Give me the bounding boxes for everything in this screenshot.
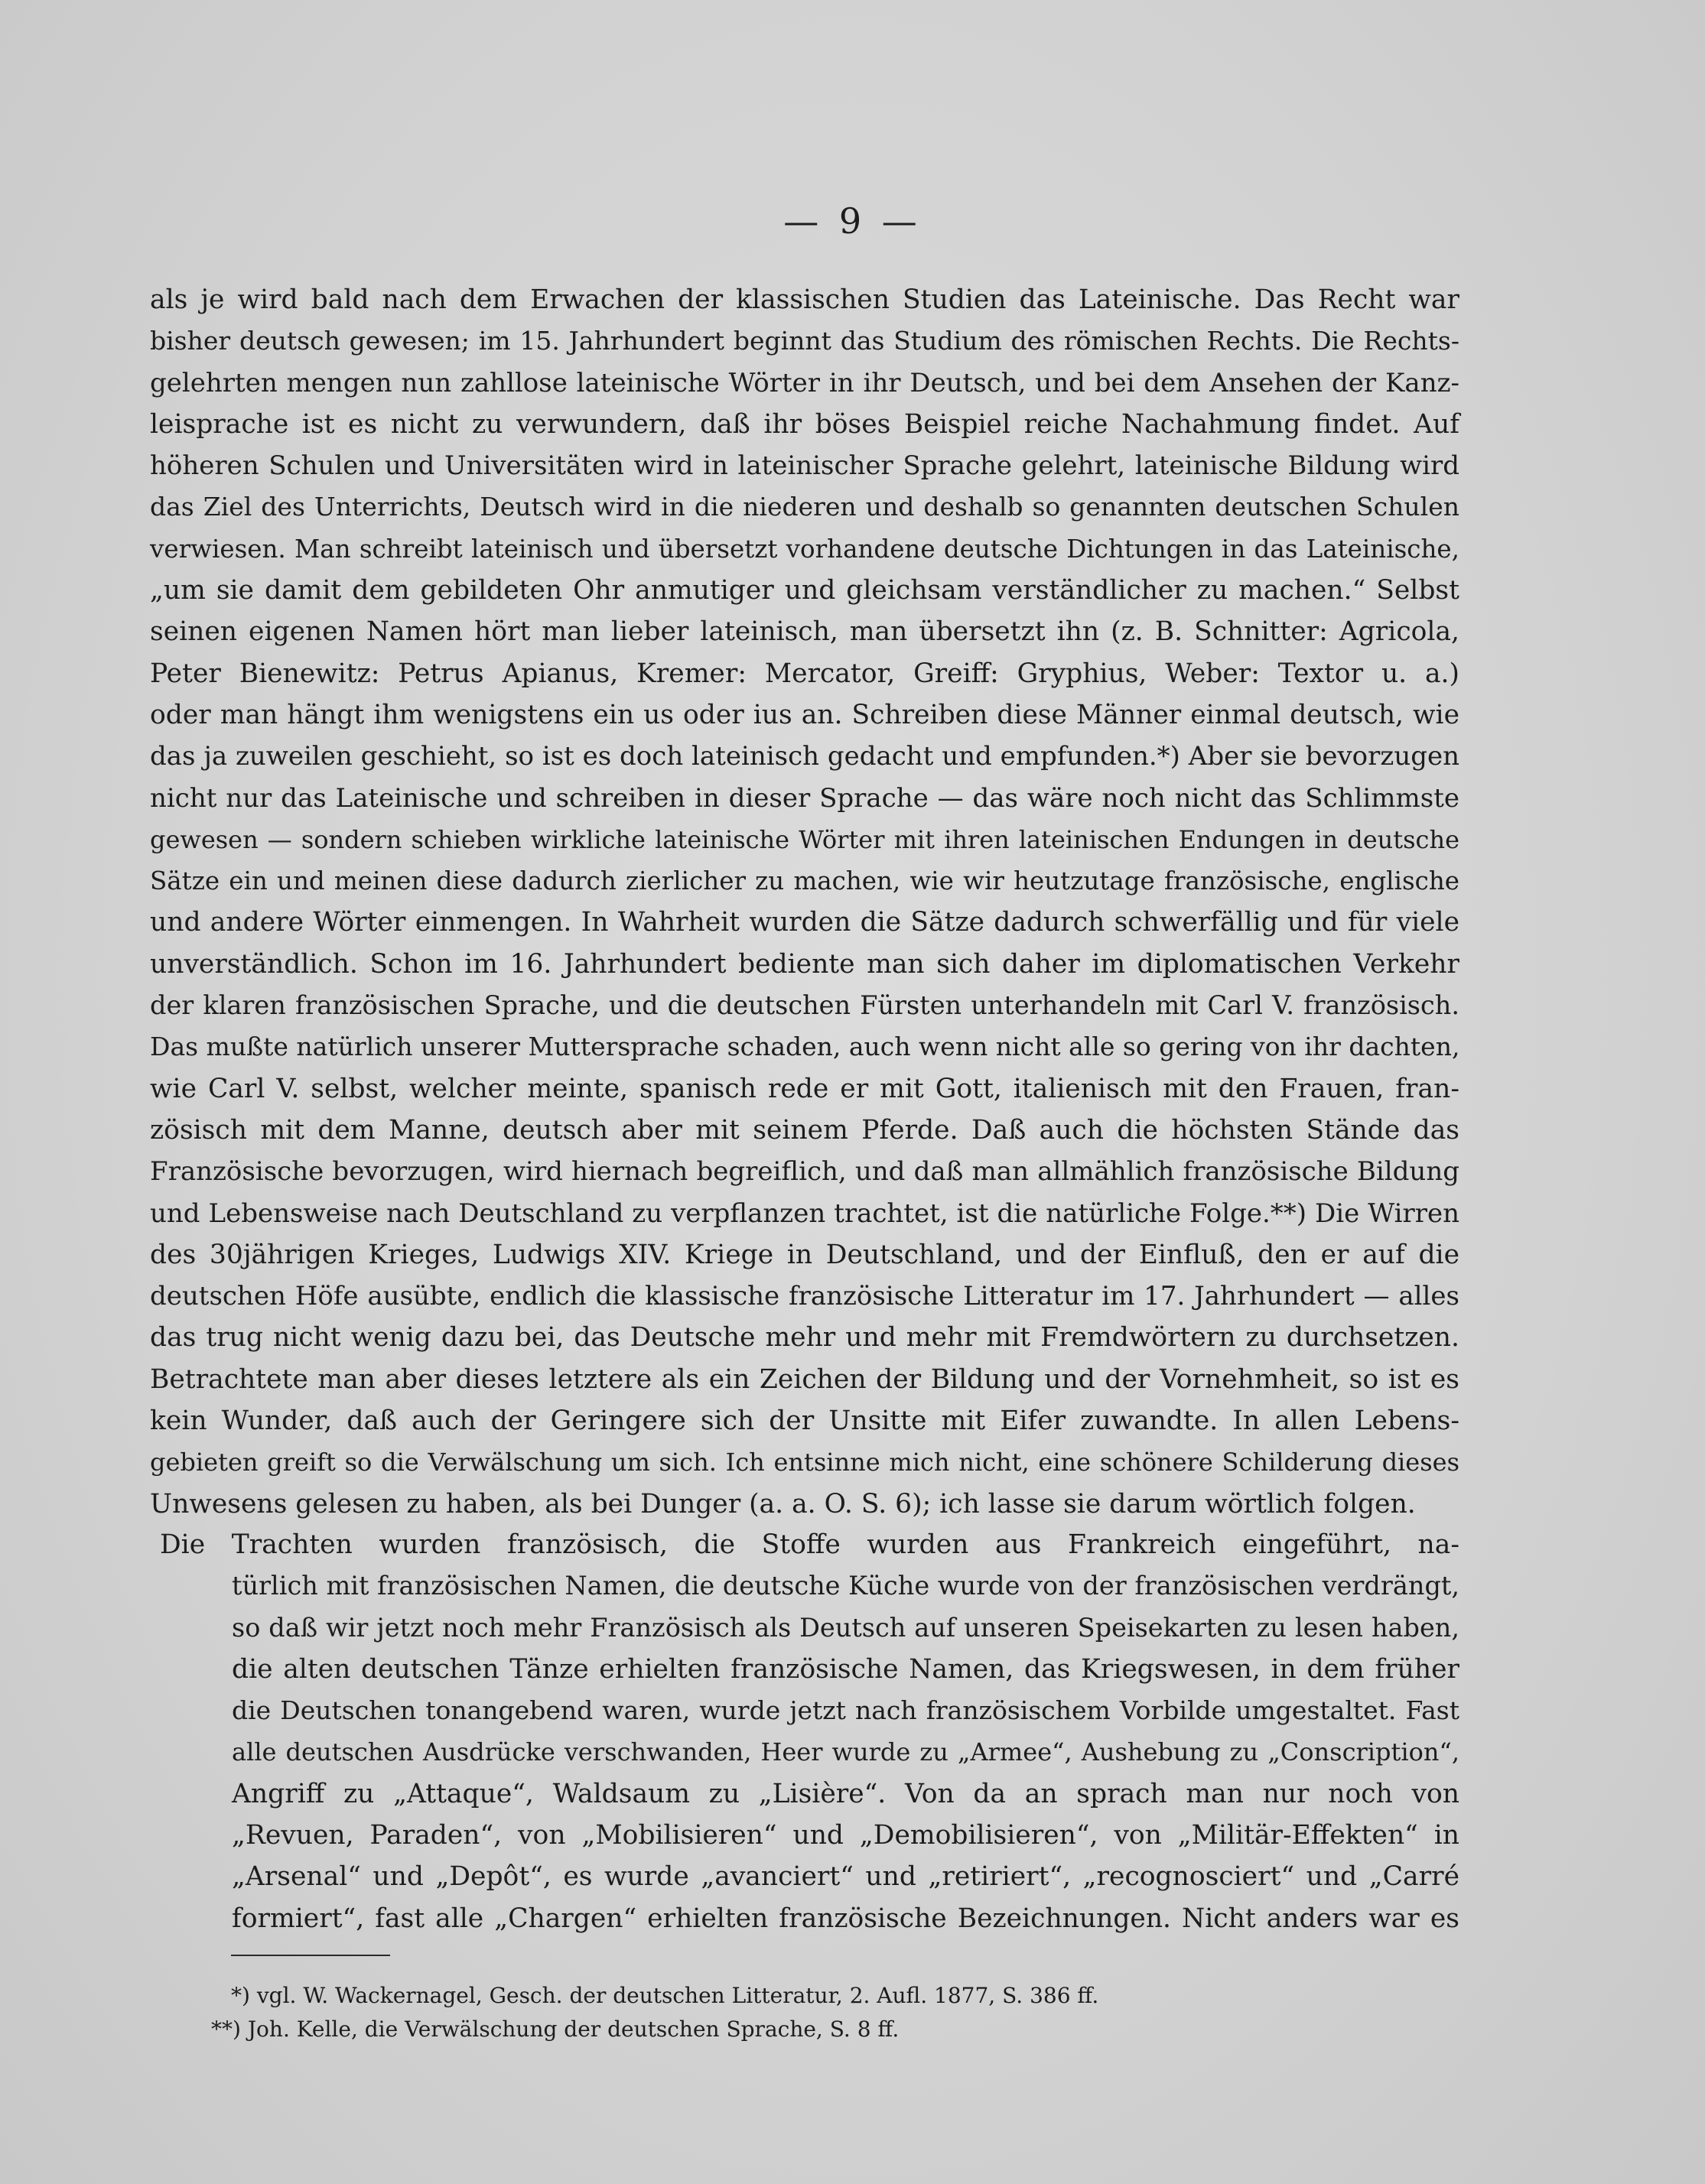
text-line: kein Wunder, daß auch der Geringere sich der Unsitte mit Eifer zuwandte. In allen Lebens- — [150, 1406, 1459, 1437]
text-line: nicht nur das Lateinische und schreiben in dieser Sprache — das wäre noch nicht das Schlimmste — [150, 782, 1459, 814]
quoted-passage — [160, 1524, 1459, 1939]
text-line: leisprache ist es nicht zu verwundern, daß ihr böses Beispiel reiche Nachahmung findet. Auf — [150, 408, 1459, 440]
page-number: — 9 — — [783, 200, 922, 242]
footnote: **) Joh. Kelle, die Verwälschung der deutschen Sprache, S. 8 ff. — [211, 2017, 900, 2042]
text-line: gelehrten mengen nun zahllose lateinische Wörter in ihr Deutsch, und bei dem Ansehen der Kanz- — [150, 367, 1459, 398]
text-line: Französische bevorzugen, wird hiernach begreiflich, und daß man allmählich französische Bildung — [150, 1156, 1459, 1188]
text-line: zösisch mit dem Manne, deutsch aber mit seinem Pferde. Daß auch die höchsten Stände das — [150, 1114, 1459, 1146]
text-line: und andere Wörter einmengen. In Wahrheit wurden die Sätze dadurch schwerfällig und für viele — [150, 907, 1459, 938]
text-line: verwiesen. Man schreibt lateinisch und übersetzt vorhandene deutsche Dichtungen in das Lateinische, — [150, 534, 1459, 564]
footnote-divider — [231, 1955, 390, 1956]
quote-line: türlich mit französischen Namen, die deutsche Küche wurde von der französischen verdrängt, — [232, 1571, 1459, 1601]
text-line: gebieten greift so die Verwälschung um sich. Ich entsinne mich nicht, eine schönere Schilderung dieses — [150, 1448, 1459, 1477]
text-line: Das mußte natürlich unserer Muttersprache schaden, auch wenn nicht alle so gering von ihr dachten, — [150, 1032, 1460, 1062]
quote-line: „Revuen, Paraden“, von „Mobilisieren“ und „Demobilisieren“, von „Militär-Effekten“ in — [232, 1820, 1459, 1851]
text-line: unverständlich. Schon im 16. Jahrhundert bediente man sich daher im diplomatischen Verkehr — [150, 948, 1459, 980]
text-line: der klaren französischen Sprache, und die deutschen Fürsten unterhandeln mit Carl V. französisch. — [150, 990, 1459, 1021]
quote-line: die alten deutschen Tänze erhielten französische Namen, das Kriegswesen, in dem früher — [232, 1653, 1459, 1685]
text-line: das Ziel des Unterrichts, Deutsch wird in die niederen und deshalb so genannten deutschen Schulen — [150, 492, 1459, 522]
main-paragraph — [150, 279, 1459, 1525]
text-line: oder man hängt ihm wenigstens ein us oder ius an. Schreiben diese Männer einmal deutsch, wie — [150, 699, 1459, 730]
quote-line: formiert“, fast alle „Chargen“ erhielten französische Bezeichnungen. Nicht anders war es — [232, 1903, 1459, 1934]
footnotes — [211, 1979, 1340, 2046]
text-line: als je wird bald nach dem Erwachen der klassischen Studien das Lateinische. Das Recht war — [150, 284, 1459, 315]
text-line: deutschen Höfe ausübte, endlich die klassische französische Litteratur im 17. Jahrhundert — alles — [150, 1281, 1459, 1312]
text-line: gewesen — sondern schieben wirkliche lateinische Wörter mit ihren lateinischen Endungen in deutsche — [150, 824, 1459, 854]
quote-line: alle deutschen Ausdrücke verschwanden, Heer wurde zu „Armee“, Aushebung zu „Conscription“, — [232, 1737, 1459, 1767]
text-line: Betrachtete man aber dieses letztere als ein Zeichen der Bildung und der Vornehmheit, so ist es — [150, 1363, 1459, 1395]
footnote: *) vgl. W. Wackernagel, Gesch. der deutschen Litteratur, 2. Aufl. 1877, S. 386 ff. — [231, 1983, 1099, 2008]
text-line: höheren Schulen und Universitäten wird in lateinischer Sprache gelehrt, lateinische Bildung wird — [150, 450, 1459, 482]
text-line: das trug nicht wenig dazu bei, das Deutsche mehr und mehr mit Fremdwörtern zu durchsetzen. — [150, 1322, 1459, 1354]
text-line: wie Carl V. selbst, welcher meinte, spanisch rede er mit Gott, italienisch mit den Frauen, fran- — [150, 1073, 1459, 1104]
text-line: Peter Bienewitz: Petrus Apianus, Kremer: Mercator, Greiff: Gryphius, Weber: Textor u. a.) — [150, 658, 1459, 689]
text-line: Unwesens gelesen zu haben, als bei Dunger (a. a. O. S. 6); ich lasse sie darum wörtlich folgen. — [150, 1488, 1416, 1519]
text-line: seinen eigenen Namen hört man lieber lateinisch, man übersetzt ihn (z. B. Schnitter: Agricola, — [150, 616, 1459, 648]
text-line: das ja zuweilen geschieht, so ist es doch lateinisch gedacht und empfunden.*) Aber sie bevorzugen — [150, 741, 1459, 772]
text-line: des 30jährigen Krieges, Ludwigs XIV. Kriege in Deutschland, und der Einfluß, den er auf die — [150, 1239, 1459, 1270]
text-line: „um sie damit dem gebildeten Ohr anmutiger und gleichsam verständlicher zu machen.“ Selbst — [150, 575, 1459, 606]
quote-line: „Arsenal“ und „Depôt“, es wurde „avanciert“ und „retiriert“, „recognosciert“ und „Carré — [232, 1861, 1459, 1893]
quote-line: die Deutschen tonangebend waren, wurde jetzt nach französischem Vorbilde umgestaltet. Fast — [232, 1695, 1459, 1726]
text-line: und Lebensweise nach Deutschland zu verpflanzen trachtet, ist die natürliche Folge.**) Die Wirren — [150, 1198, 1459, 1229]
quote-line: Die Trachten wurden französisch, die Stoffe wurden aus Frankreich eingeführt, na- — [160, 1529, 1459, 1560]
text-line: bisher deutsch gewesen; im 15. Jahrhundert beginnt das Studium des römischen Rechts. Die Rechts- — [150, 326, 1459, 356]
quote-line: Angriff zu „Attaque“, Waldsaum zu „Lisière“. Von da an sprach man nur noch von — [232, 1778, 1459, 1809]
text-line: Sätze ein und meinen diese dadurch zierlicher zu machen, wie wir heutzutage französische, englische — [150, 866, 1459, 896]
quote-line: so daß wir jetzt noch mehr Französisch als Deutsch auf unseren Speisekarten zu lesen haben, — [232, 1612, 1459, 1643]
